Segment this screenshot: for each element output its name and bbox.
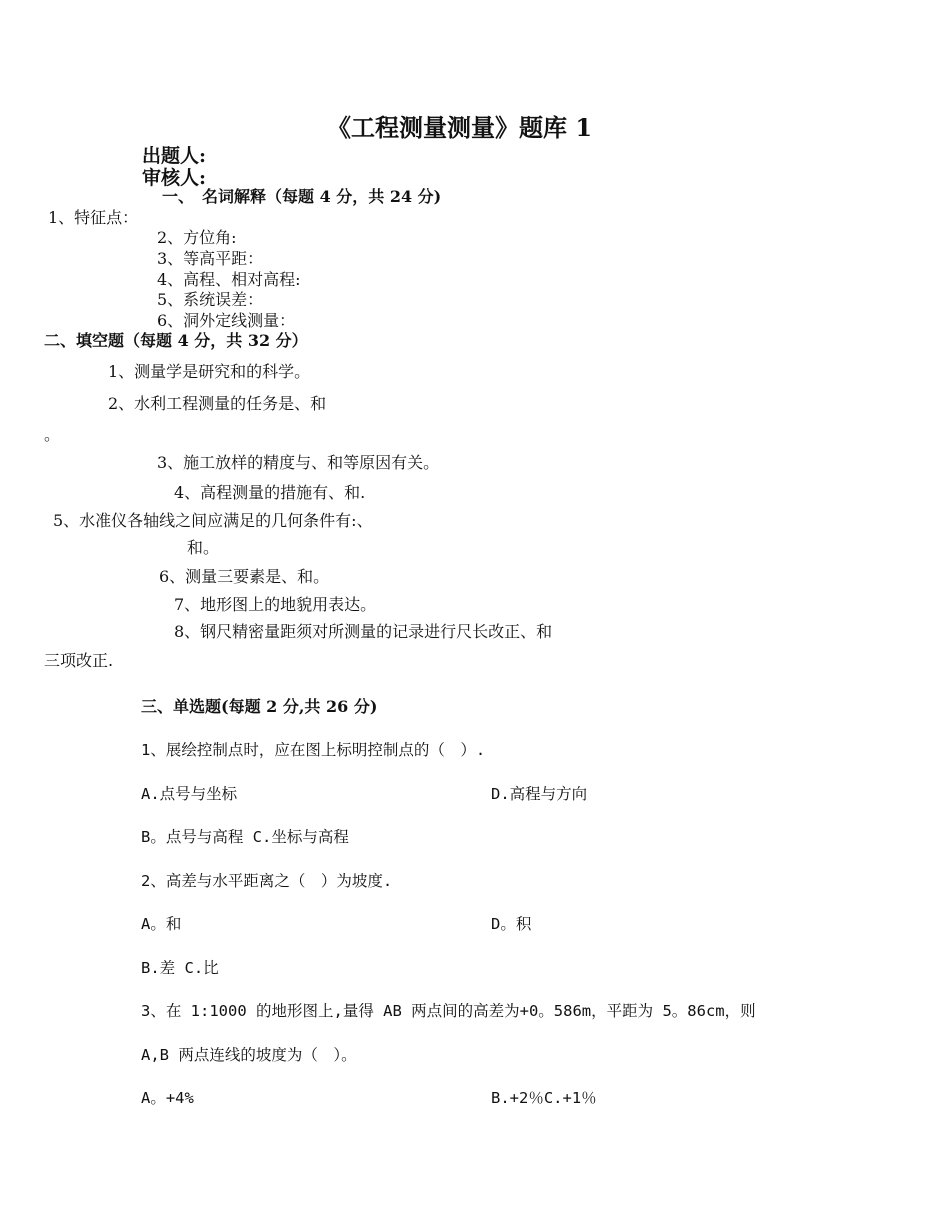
q3-option-a: A。+4% bbox=[141, 1089, 194, 1107]
fill-line-8-cont: 三项改正. bbox=[44, 651, 114, 670]
section1-item-2: 2、方位角: bbox=[157, 228, 237, 247]
q1-option-d: D.高程与方向 bbox=[491, 785, 588, 803]
q3-option-bc: B.+2％C.+1％ bbox=[491, 1089, 597, 1107]
q2-stem: 2、高差与水平距离之（ ）为坡度. bbox=[141, 872, 393, 890]
section1-item-6: 6、洞外定线测量： bbox=[157, 311, 296, 330]
q1-option-bc: B。点号与高程 C.坐标与高程 bbox=[141, 828, 349, 846]
q1-option-a: A.点号与坐标 bbox=[141, 785, 238, 803]
fill-line-4: 4、高程测量的措施有、和. bbox=[174, 483, 366, 502]
q2-option-a: A。和 bbox=[141, 915, 182, 933]
section1-item-1: 1、特征点： bbox=[48, 208, 139, 227]
section1-item-4: 4、高程、相对高程: bbox=[157, 270, 301, 289]
document-title: 《工程测量测量》题库 1 bbox=[327, 113, 593, 142]
section1-item-3: 3、等高平距： bbox=[157, 249, 264, 268]
setter-label: 出题人: bbox=[142, 145, 207, 167]
fill-line-3: 3、施工放样的精度与、和等原因有关。 bbox=[157, 453, 440, 472]
q1-stem: 1、展绘控制点时，应在图上标明控制点的（ ）. bbox=[141, 741, 486, 759]
fill-line-5: 5、水准仪各轴线之间应满足的几何条件有:、 bbox=[53, 511, 373, 530]
section2-heading: 二、填空题（每题 4 分，共 32 分） bbox=[44, 331, 308, 350]
q3-stem: 3、在 1:1000 的地形图上,量得 AB 两点间的高差为+0。586m，平距为 5。86cm，则 bbox=[141, 1002, 756, 1020]
reviewer-label: 审核人: bbox=[142, 167, 207, 189]
fill-line-1: 1、测量学是研究和的科学。 bbox=[108, 362, 311, 381]
q3-stem-cont: A,B 两点连线的坡度为（ ）。 bbox=[141, 1046, 357, 1064]
section3-heading: 三、单选题(每题 2 分,共 26 分) bbox=[141, 697, 378, 716]
fill-line-2: 2、水利工程测量的任务是、和 bbox=[108, 394, 327, 413]
fill-line-2-cont: 。 bbox=[44, 425, 61, 444]
q2-option-d: D。积 bbox=[491, 915, 532, 933]
q2-option-bc: B.差 C.比 bbox=[141, 959, 219, 977]
section1-heading: 一、 名词解释（每题 4 分，共 24 分) bbox=[162, 187, 442, 206]
fill-line-7: 7、地形图上的地貌用表达。 bbox=[174, 595, 377, 614]
fill-line-8: 8、钢尺精密量距须对所测量的记录进行尺长改正、和 bbox=[174, 622, 553, 641]
fill-line-5-cont: 和。 bbox=[187, 538, 220, 557]
section1-item-5: 5、系统误差： bbox=[157, 290, 264, 309]
fill-line-6: 6、测量三要素是、和。 bbox=[159, 567, 330, 586]
